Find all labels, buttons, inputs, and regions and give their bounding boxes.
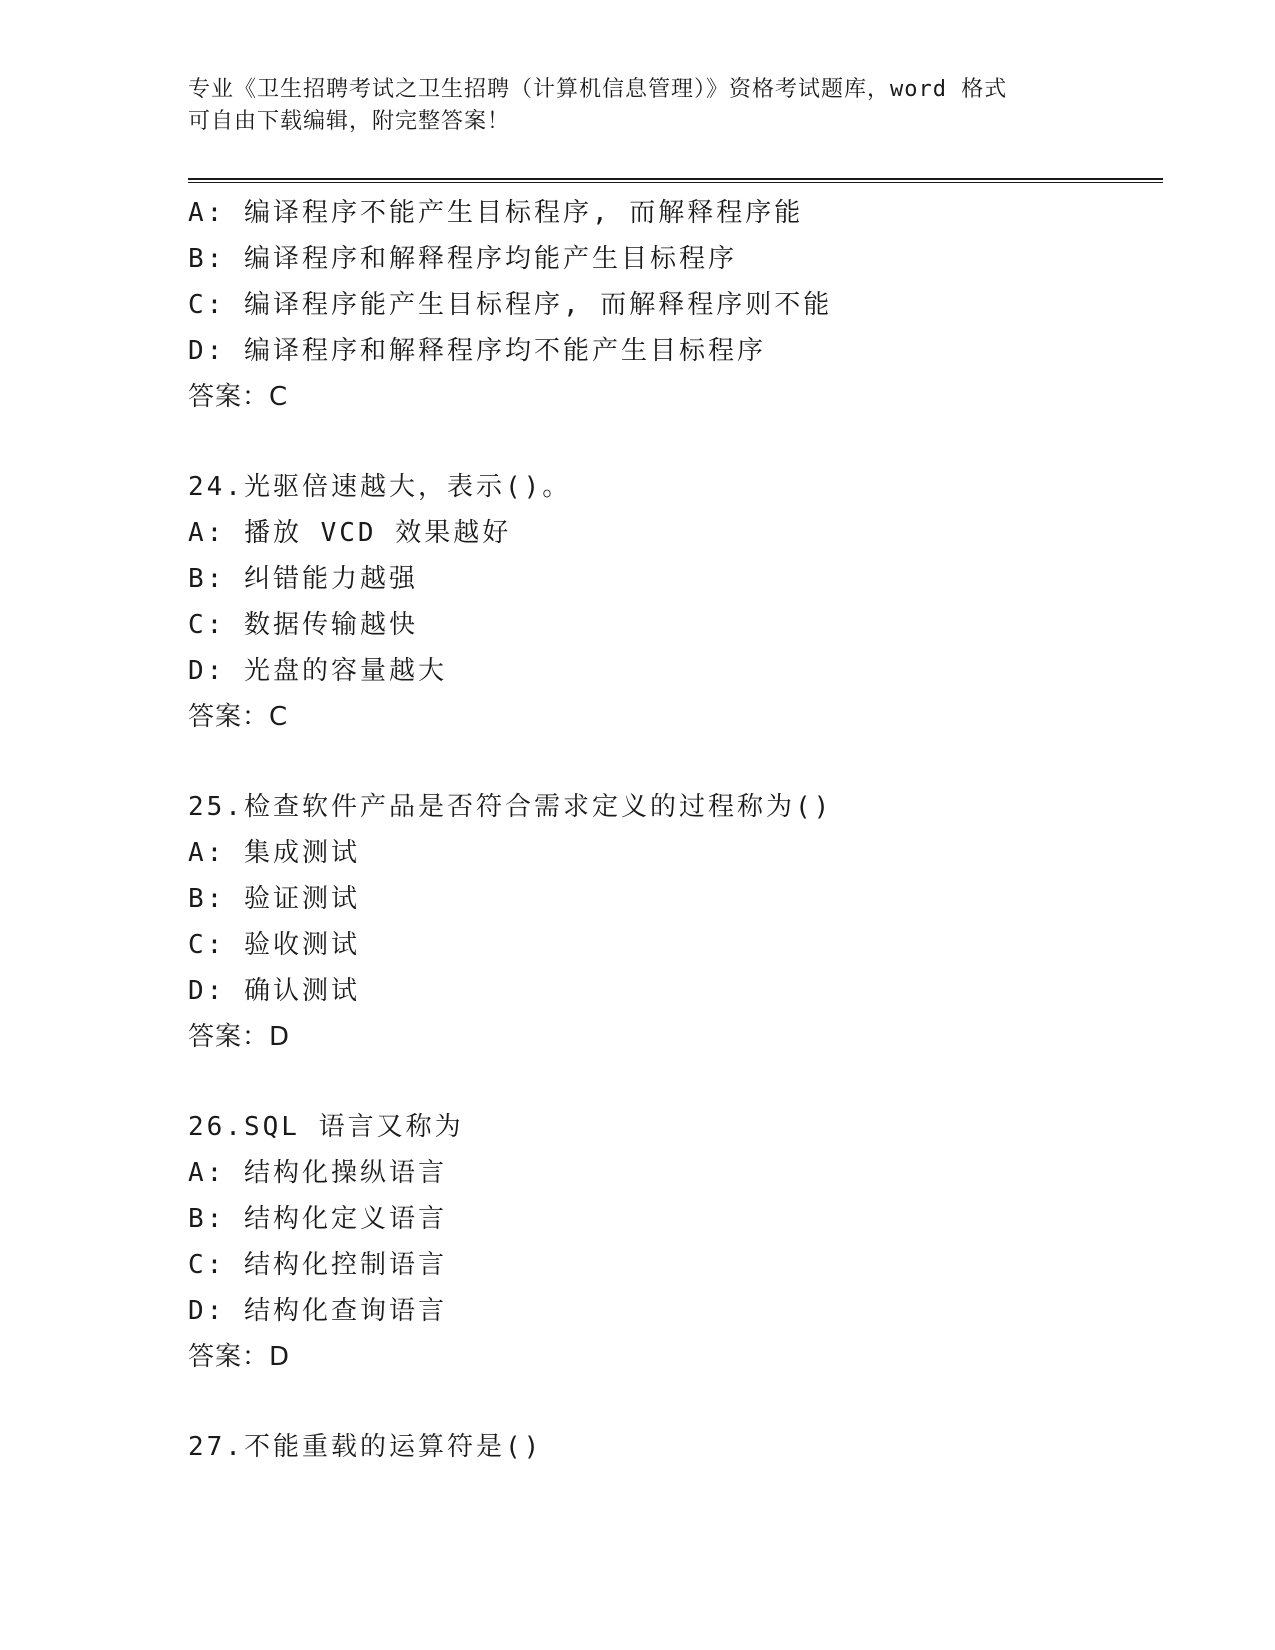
answer: 答案：C (188, 382, 289, 412)
option-c: C: 结构化控制语言 (188, 1250, 447, 1280)
header-line-1: 专业《卫生招聘考试之卫生招聘（计算机信息管理）》资格考试题库，word 格式 (188, 77, 1008, 102)
option-a: A: 编译程序不能产生目标程序, 而解释程序能 (188, 198, 804, 228)
question-stem: 26.SQL 语言又称为 (188, 1112, 464, 1142)
answer: 答案：D (188, 1342, 291, 1372)
question-stem: 24.光驱倍速越大，表示()。 (188, 472, 572, 502)
option-a: A: 集成测试 (188, 838, 360, 868)
option-d: D: 编译程序和解释程序均不能产生目标程序 (188, 336, 766, 366)
answer: 答案：C (188, 702, 289, 732)
option-a: A: 播放 VCD 效果越好 (188, 518, 512, 548)
option-a: A: 结构化操纵语言 (188, 1158, 447, 1188)
question-stem: 27.不能重载的运算符是() (188, 1432, 543, 1462)
option-b: B: 验证测试 (188, 884, 360, 914)
option-b: B: 编译程序和解释程序均能产生目标程序 (188, 244, 737, 274)
question-stem: 25.检查软件产品是否符合需求定义的过程称为() (188, 792, 833, 822)
option-b: B: 纠错能力越强 (188, 564, 418, 594)
answer: 答案：D (188, 1022, 291, 1052)
question-24 (188, 464, 1148, 740)
option-c: C: 验收测试 (188, 930, 360, 960)
option-c: C: 数据传输越快 (188, 610, 418, 640)
question-27 (188, 1424, 1148, 1470)
question-26 (188, 1104, 1148, 1380)
question-23-tail (188, 190, 1148, 420)
header-divider (188, 178, 1163, 183)
question-list (188, 190, 1148, 1470)
option-c: C: 编译程序能产生目标程序, 而解释程序则不能 (188, 290, 833, 320)
option-d: D: 结构化查询语言 (188, 1296, 447, 1326)
question-25 (188, 784, 1148, 1060)
option-d: D: 确认测试 (188, 976, 360, 1006)
header-line-2: 可自由下载编辑，附完整答案！ (188, 109, 511, 134)
option-b: B: 结构化定义语言 (188, 1204, 447, 1234)
document-header (188, 74, 1088, 138)
option-d: D: 光盘的容量越大 (188, 656, 447, 686)
